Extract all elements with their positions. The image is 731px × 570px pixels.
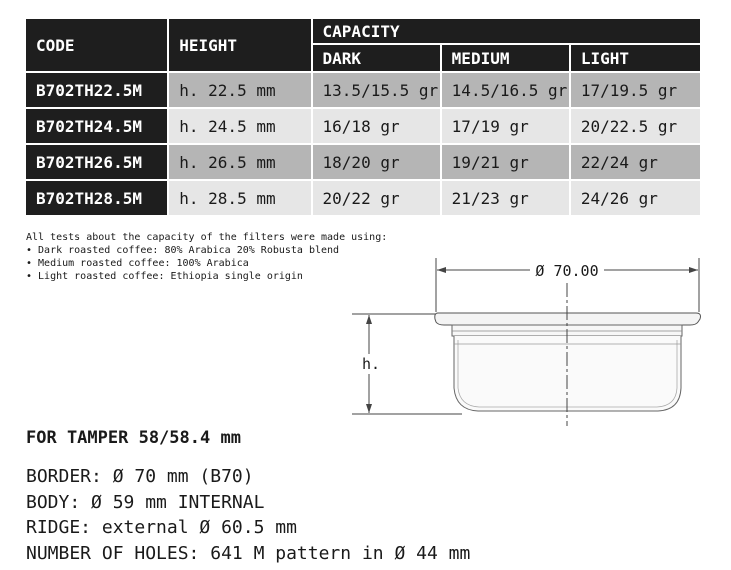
row-medium: 21/23 gr [442, 181, 569, 215]
tamper-heading: FOR TAMPER 58/58.4 mm [26, 428, 241, 448]
note-line: All tests about the capacity of the filters were made using: [26, 232, 388, 243]
row-height: h. 28.5 mm [169, 181, 310, 215]
note-line: • Medium roasted coffee: 100% Arabica [26, 258, 249, 269]
row-light: 24/26 gr [571, 181, 700, 215]
note-line: • Light roasted coffee: Ethiopia single origin [26, 271, 303, 282]
row-height: h. 22.5 mm [169, 73, 310, 107]
row-height: h. 24.5 mm [169, 109, 310, 143]
header-light: LIGHT [571, 45, 700, 71]
header-medium: MEDIUM [442, 45, 569, 71]
spec-body: BODY: Ø 59 mm INTERNAL [26, 491, 265, 513]
height-label: h. [361, 355, 381, 373]
header-capacity: CAPACITY [313, 19, 700, 43]
row-medium: 19/21 gr [442, 145, 569, 179]
row-light: 20/22.5 gr [571, 109, 700, 143]
row-height: h. 26.5 mm [169, 145, 310, 179]
row-code: B702TH28.5M [26, 181, 167, 215]
row-code: B702TH22.5M [26, 73, 167, 107]
row-medium: 14.5/16.5 gr [442, 73, 569, 107]
spec-list [26, 464, 470, 566]
header-dark: DARK [313, 45, 440, 71]
row-code: B702TH24.5M [26, 109, 167, 143]
row-medium: 17/19 gr [442, 109, 569, 143]
header-height: HEIGHT [169, 19, 310, 71]
spec-border: BORDER: Ø 70 mm (B70) [26, 466, 254, 487]
row-dark: 16/18 gr [313, 109, 440, 143]
arrow-right-icon [689, 267, 698, 273]
spec-ridge: RIDGE: external Ø 60.5 mm [26, 517, 297, 538]
arrow-down-icon [366, 404, 372, 413]
header-code: CODE [26, 19, 167, 71]
spec-holes: NUMBER OF HOLES: 641 M pattern in Ø 44 mm [26, 542, 471, 564]
basket-rim [435, 313, 701, 325]
row-light: 17/19.5 gr [571, 73, 700, 107]
row-light: 22/24 gr [571, 145, 700, 179]
row-dark: 20/22 gr [313, 181, 440, 215]
row-dark: 13.5/15.5 gr [313, 73, 440, 107]
arrow-left-icon [437, 267, 446, 273]
row-code: B702TH26.5M [26, 145, 167, 179]
row-dark: 18/20 gr [313, 145, 440, 179]
diameter-label: Ø 70.00 [535, 262, 599, 280]
arrow-up-icon [366, 315, 372, 324]
note-line: • Dark roasted coffee: 80% Arabica 20% Robusta blend [26, 245, 340, 256]
